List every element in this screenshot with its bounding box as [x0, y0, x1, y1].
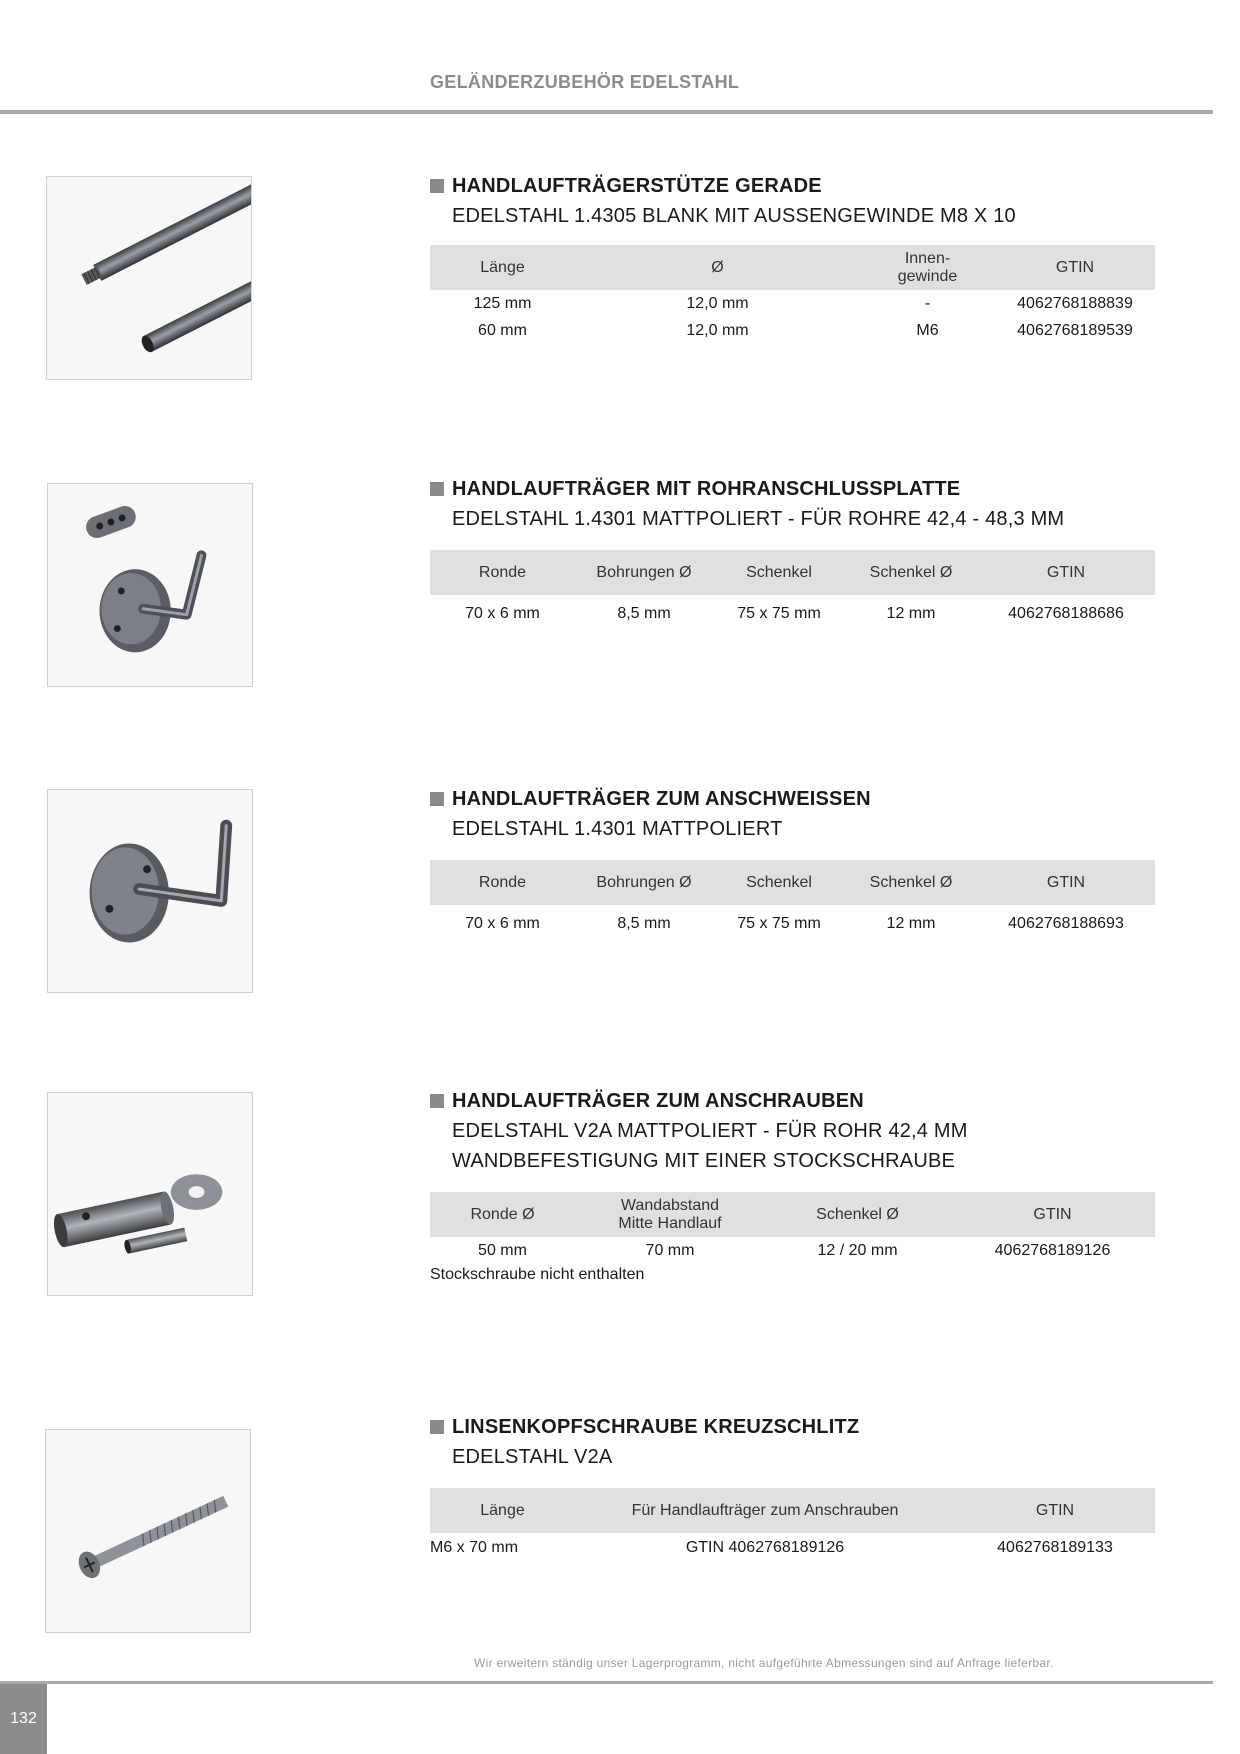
- spec-table: [430, 1192, 1155, 1264]
- column-header: GTIN: [977, 860, 1155, 905]
- product-image-handlauftraegerstuetze: [46, 176, 252, 380]
- page-header-title: GELÄNDERZUBEHÖR EDELSTAHL: [430, 72, 740, 92]
- table-row: [430, 595, 1155, 632]
- table-cell: 70 x 6 mm: [465, 604, 540, 622]
- column-header: Bohrungen Ø: [575, 550, 713, 595]
- table-cell: 4062768189539: [1017, 321, 1133, 339]
- product-image-anschweissen: [47, 789, 253, 993]
- table-cell: 4062768188839: [1017, 294, 1133, 312]
- table-cell: 12,0 mm: [686, 321, 749, 339]
- product-section-4: [430, 1086, 1155, 1284]
- footer-divider: [0, 1681, 1213, 1684]
- spec-table: [430, 1488, 1155, 1563]
- column-header: GTIN: [995, 245, 1155, 290]
- table-cell: 70 mm: [645, 1241, 695, 1259]
- bullet-square-icon: [430, 179, 444, 193]
- product-image-anschrauben: [47, 1092, 253, 1296]
- product-subtitle: EDELSTAHL 1.4301 MATTPOLIERT - FÜR ROHRE 42,4 - 48,3 MM: [452, 508, 1065, 530]
- column-header: Wandabstand Mitte Handlauf: [575, 1192, 765, 1237]
- spec-table: [430, 550, 1155, 632]
- table-cell: M6 x 70 mm: [430, 1539, 519, 1556]
- column-header: GTIN: [950, 1192, 1155, 1237]
- column-header: Länge: [430, 1488, 575, 1533]
- table-cell: 8,5 mm: [617, 914, 671, 932]
- table-cell: 4062768189133: [997, 1539, 1113, 1556]
- bullet-square-icon: [430, 1094, 444, 1108]
- table-cell: 12 / 20 mm: [817, 1241, 898, 1259]
- table-cell: 12 mm: [886, 604, 936, 622]
- product-title: HANDLAUFTRÄGER ZUM ANSCHRAUBEN: [452, 1089, 864, 1112]
- column-header: Schenkel Ø: [845, 860, 977, 905]
- bullet-square-icon: [430, 482, 444, 496]
- table-cell: 12,0 mm: [686, 294, 749, 312]
- column-header: Schenkel Ø: [765, 1192, 950, 1237]
- product-title: HANDLAUFTRÄGER MIT ROHRANSCHLUSSPLATTE: [452, 477, 961, 500]
- table-cell: 50 mm: [478, 1241, 527, 1259]
- table-cell: 12 mm: [886, 914, 936, 932]
- table-cell: 75 x 75 mm: [737, 914, 821, 932]
- product-section-5: [430, 1412, 1155, 1563]
- table-cell: 4062768188686: [1008, 604, 1124, 622]
- column-header: Schenkel Ø: [845, 550, 977, 595]
- product-title: HANDLAUFTRÄGER ZUM ANSCHWEISSEN: [452, 787, 871, 810]
- product-section-1: [430, 171, 1155, 344]
- table-cell: 70 x 6 mm: [465, 914, 540, 932]
- product-subtitle: EDELSTAHL V2A MATTPOLIERT - FÜR ROHR 42,4 MM: [452, 1120, 968, 1142]
- table-cell: 4062768188693: [1008, 914, 1124, 932]
- spec-table: [430, 245, 1155, 344]
- product-title: LINSENKOPFSCHRAUBE KREUZSCHLITZ: [452, 1415, 860, 1438]
- footer-note: Wir erweitern ständig unser Lagerprogramm, nicht aufgeführte Abmessungen sind auf Anfrage lieferbar.: [474, 1656, 1054, 1670]
- table-cell: 8,5 mm: [617, 604, 671, 622]
- table-cell: 75 x 75 mm: [737, 604, 821, 622]
- column-header: Bohrungen Ø: [575, 860, 713, 905]
- column-header: Für Handlaufträger zum Anschrauben: [575, 1488, 955, 1533]
- table-cell: 60 mm: [478, 321, 527, 339]
- column-header: Innen- gewinde: [860, 245, 995, 290]
- product-subtitle: EDELSTAHL 1.4301 MATTPOLIERT: [452, 818, 783, 840]
- column-header: Schenkel: [713, 550, 845, 595]
- table-row: [430, 317, 1155, 344]
- column-header: GTIN: [955, 1488, 1155, 1533]
- table-cell: M6: [916, 321, 939, 339]
- column-header: GTIN: [977, 550, 1155, 595]
- product-image-rohranschlussplatte: [47, 483, 253, 687]
- product-subtitle: EDELSTAHL 1.4305 BLANK MIT AUSSENGEWINDE M8 X 10: [452, 205, 1016, 227]
- table-row: [430, 1237, 1155, 1264]
- bullet-square-icon: [430, 1420, 444, 1434]
- table-cell: GTIN 4062768189126: [685, 1539, 845, 1556]
- column-header: Ronde: [430, 860, 575, 905]
- table-cell: -: [924, 294, 931, 312]
- product-subtitle: WANDBEFESTIGUNG MIT EINER STOCKSCHRAUBE: [452, 1150, 956, 1172]
- column-header: Schenkel: [713, 860, 845, 905]
- column-header: Länge: [430, 245, 575, 290]
- header-divider: [0, 110, 1213, 114]
- product-note: Stockschraube nicht enthalten: [430, 1266, 645, 1283]
- column-header: Ø: [575, 245, 860, 290]
- spec-table: [430, 860, 1155, 942]
- column-header: Ronde: [430, 550, 575, 595]
- table-cell: 4062768189126: [994, 1241, 1111, 1259]
- product-title: HANDLAUFTRÄGERSTÜTZE GERADE: [452, 174, 822, 197]
- bullet-square-icon: [430, 792, 444, 806]
- table-row: [430, 1533, 1155, 1563]
- table-row: [430, 905, 1155, 942]
- product-image-linsenkopfschraube: [45, 1429, 251, 1633]
- product-section-2: [430, 474, 1155, 632]
- table-cell: 125 mm: [473, 294, 532, 312]
- table-row: [430, 290, 1155, 317]
- product-subtitle: EDELSTAHL V2A: [452, 1446, 613, 1468]
- column-header: Ronde Ø: [430, 1192, 575, 1237]
- product-section-3: [430, 784, 1155, 942]
- page-number: 132: [0, 1684, 47, 1754]
